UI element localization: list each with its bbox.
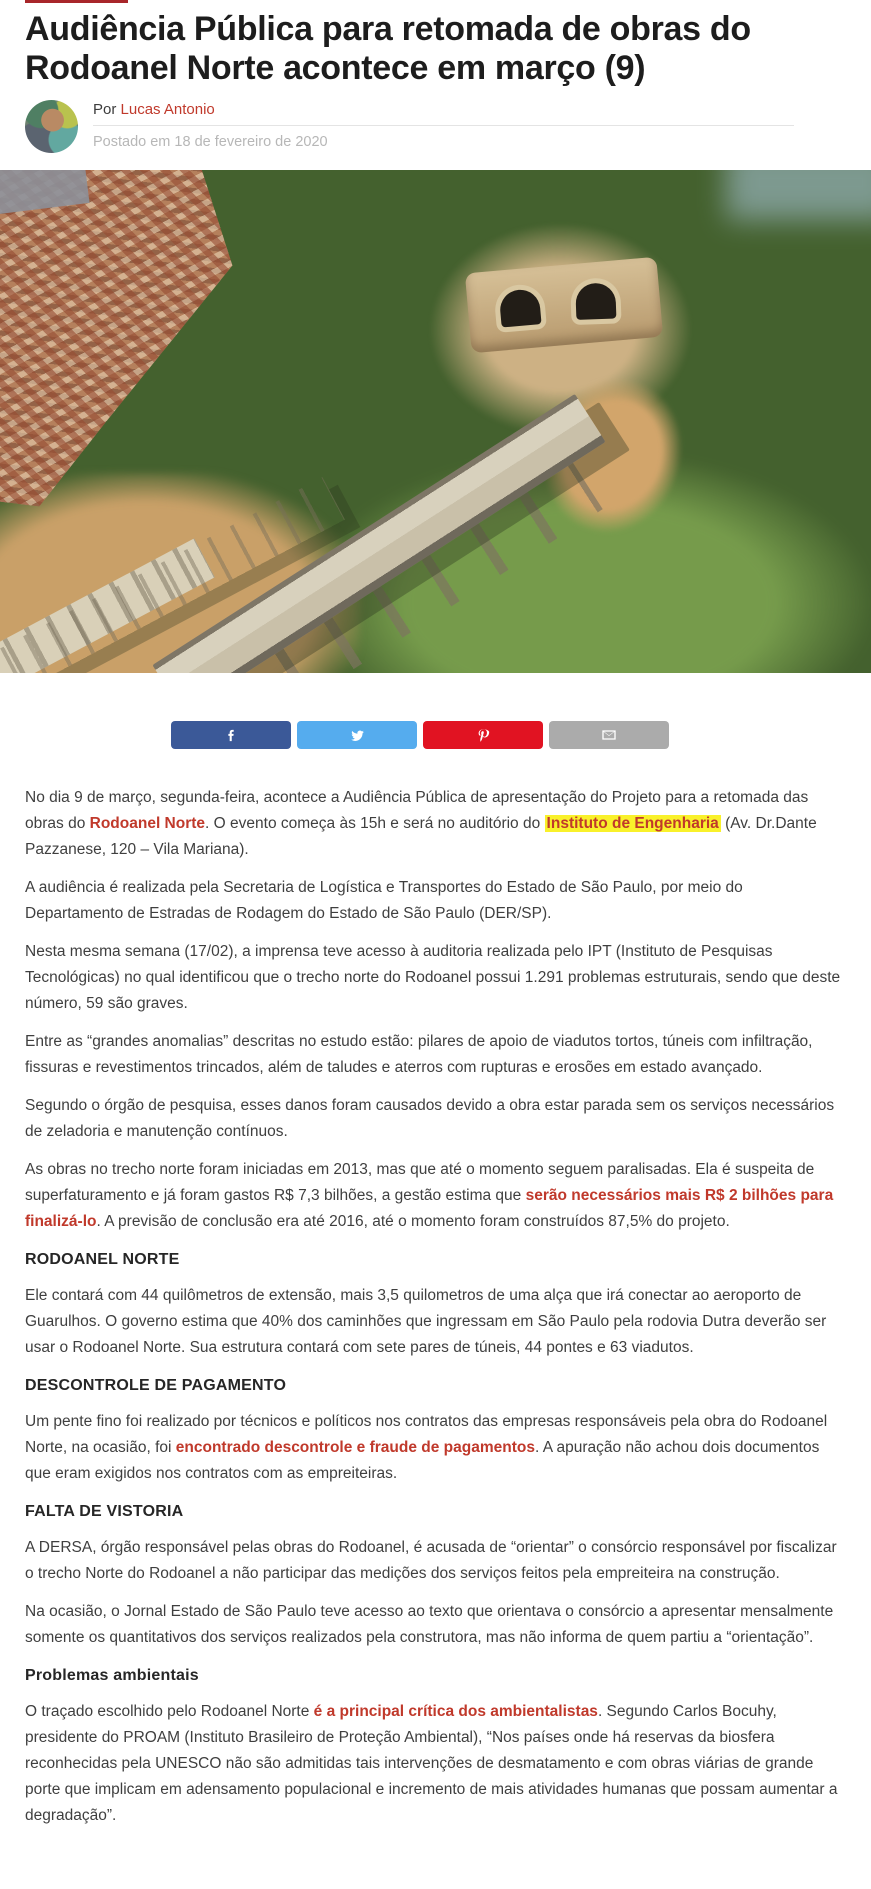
- text: Um pente fino foi realizado por técnicos e políticos nos contratos das empresas responsáveis pela obra do Rodoanel Norte, na ocasião, foi: [25, 1413, 828, 1456]
- tunnel-right: [575, 283, 616, 320]
- facebook-icon: [224, 728, 239, 743]
- text: . A apuração não achou dois documentos que eram exigidos nos contratos com as empreiteiras.: [25, 1439, 820, 1482]
- section-heading-descontrole: DESCONTROLE DE PAGAMENTO: [25, 1377, 287, 1394]
- link-fraude-pagamentos[interactable]: encontrado descontrole e fraude de pagamentos: [175, 1439, 535, 1456]
- paragraph: Ele contará com 44 quilômetros de extensão, mais 3,5 quilometros de uma alça que irá conectar ao aeroporto de Guarulhos. O governo estima que 40% dos caminhões que ingressam em São Paulo pela rodovia Dutra deverão ser usar o Rodoanel Norte. Sua estrutura contará com sete pares de túneis, 44 pontes e 63 viadutos.: [25, 1287, 827, 1356]
- paragraph: Segundo o órgão de pesquisa, esses danos foram causados devido a obra estar parada sem os serviços necessários de zeladoria e manutenção contínuos.: [25, 1097, 835, 1140]
- paragraph: A DERSA, órgão responsável pelas obras do Rodoanel, é acusada de “orientar” o consórcio responsável por fiscalizar o trecho Norte do Rodoanel a não participar das medições dos serviços feitos pela empreiteira na construção.: [25, 1539, 837, 1582]
- twitter-icon: [350, 728, 365, 743]
- text: No dia 9 de março, segunda-feira, acontece a Audiência Pública de apresentação do Projeto para a retomada das obras do: [25, 789, 809, 832]
- paragraph: Na ocasião, o Jornal Estado de São Paulo teve acesso ao texto que orientava o consórcio a apresentar mensalmente somente os quantitativos dos serviços realizados pela construtora, mas não informa de quem partiu a “orientação”.: [25, 1603, 834, 1646]
- author-link[interactable]: Lucas Antonio: [120, 101, 215, 118]
- share-twitter-button[interactable]: [297, 721, 417, 749]
- paragraph-intro: [25, 785, 843, 863]
- paragraph: Nesta mesma semana (17/02), a imprensa teve acesso à auditoria realizada pelo IPT (Instituto de Pesquisas Tecnológicas) no qual identificou que o trecho norte do Rodoanel possui 1.291 problemas estruturais, sendo que deste número, 59 são graves.: [25, 943, 841, 1012]
- text: (Av. Dr.Dante Pazzanese, 120 – Vila Mariana).: [25, 815, 817, 858]
- share-pinterest-button[interactable]: [423, 721, 543, 749]
- section-heading-ambientais: Problemas ambientais: [25, 1667, 199, 1684]
- link-critica-ambientalistas[interactable]: é a principal crítica dos ambientalistas: [313, 1703, 598, 1720]
- author-avatar[interactable]: [25, 100, 78, 153]
- link-instituto-engenharia[interactable]: Instituto de Engenharia: [546, 815, 719, 832]
- hero-image: [0, 170, 871, 673]
- text: . Segundo Carlos Bocuhy, presidente do PROAM (Instituto Brasileiro de Proteção Ambiental), “Nos países onde há reservas da biosfera reconhecidas pela UNESCO não são admitidas tais intervenções de desmatamento e com obras viárias de grande porte que implicam em adensamento populacional e incremento de mais atividades humanas que possam aumentar a degradação”.: [25, 1703, 838, 1824]
- envelope-icon: [601, 727, 617, 743]
- section-heading-vistoria: FALTA DE VISTORIA: [25, 1503, 184, 1520]
- byline-row: [25, 98, 846, 153]
- text: O traçado escolhido pelo Rodoanel Norte: [25, 1703, 314, 1720]
- paragraph: Entre as “grandes anomalias” descritas no estudo estão: pilares de apoio de viadutos tortos, túneis com infiltração, fissuras e revestimentos trincados, além de taludes e aterros com rupturas e erosões em estado avançado.: [25, 1033, 813, 1076]
- tunnel-portal-wall: [465, 257, 663, 353]
- tunnel-left: [499, 288, 542, 327]
- paragraph-ambiental: [25, 1699, 843, 1829]
- share-facebook-button[interactable]: [171, 721, 291, 749]
- paragraph-costs: [25, 1157, 843, 1235]
- byline-prefix: Por: [93, 101, 117, 118]
- text: As obras no trecho norte foram iniciadas em 2013, mas que até o momento seguem paralisadas. Ela é suspeita de superfaturamento e já foram gastos R$ 7,3 bilhões, a gestão estima que: [25, 1161, 815, 1204]
- author-meta: [93, 98, 846, 150]
- sky-patch: [726, 170, 871, 220]
- rooftop: [0, 170, 90, 214]
- link-rodoanel-norte[interactable]: Rodoanel Norte: [89, 815, 206, 832]
- post-date: Postado em 18 de fevereiro de 2020: [93, 134, 328, 150]
- article-body: [25, 785, 843, 1829]
- section-heading-rodoanel-norte: RODOANEL NORTE: [25, 1251, 180, 1268]
- category-marker: [25, 0, 128, 3]
- text: . O evento começa às 15h e será no auditório do: [205, 815, 545, 832]
- byline: [93, 101, 846, 125]
- link-2-bilhoes[interactable]: serão necessários mais R$ 2 bilhões para finalizá-lo: [25, 1187, 834, 1230]
- share-email-button[interactable]: [549, 721, 669, 749]
- paragraph-fraude: [25, 1409, 843, 1487]
- paragraph: A audiência é realizada pela Secretaria de Logística e Transportes do Estado de São Paulo, por meio do Departamento de Estradas de Rodagem do Estado de São Paulo (DER/SP).: [25, 879, 743, 922]
- page-title: Audiência Pública para retomada de obras do Rodoanel Norte acontece em março (9): [25, 10, 751, 87]
- article-header: [0, 0, 871, 153]
- pinterest-icon: [476, 728, 491, 743]
- text: . A previsão de conclusão era até 2016, até o momento foram construídos 87,5% do projeto.: [96, 1213, 730, 1230]
- share-buttons-row: [171, 721, 871, 749]
